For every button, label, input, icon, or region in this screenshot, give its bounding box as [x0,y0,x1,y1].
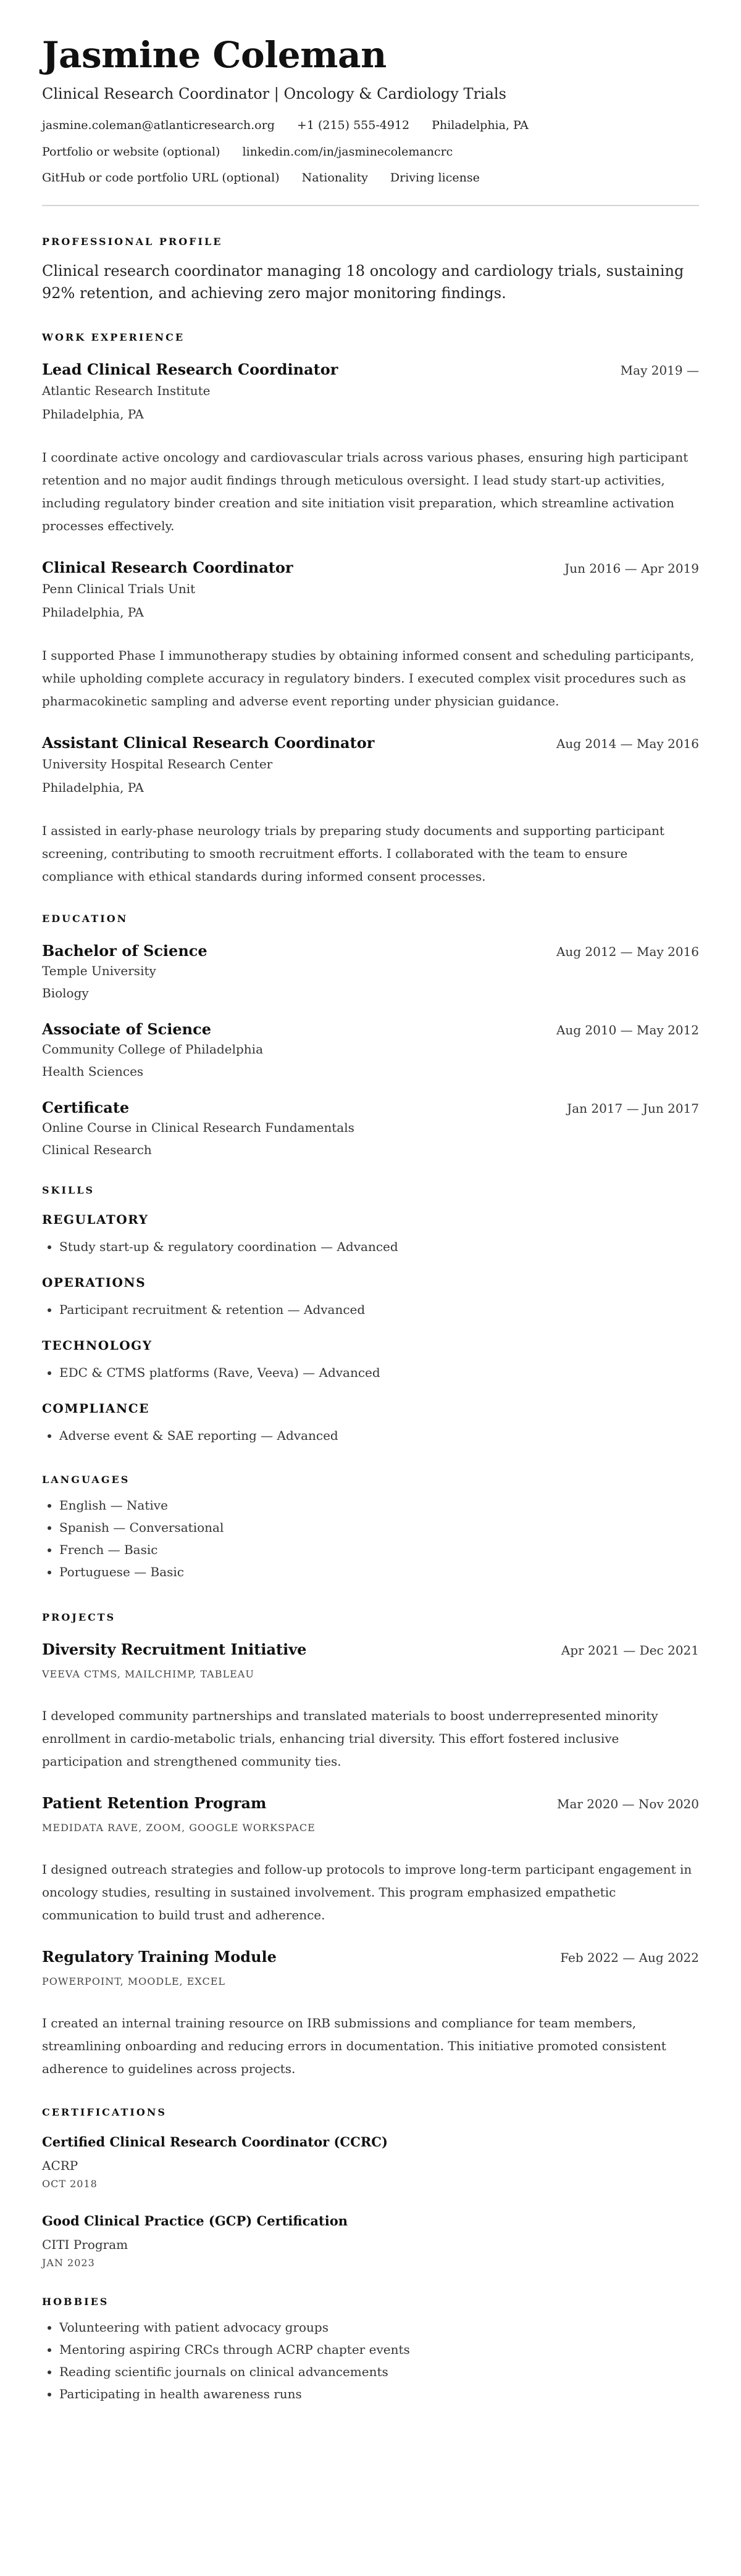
contact-row [42,145,699,159]
certification-date: OCT 2018 [42,2178,98,2190]
contact-linkedin[interactable]: linkedin.com/in/jasminecolemancrc [242,144,453,159]
degree-field: Biology [42,986,89,1001]
project-entry [42,1794,699,1927]
skill-item: • EDC & CTMS platforms (Rave, Veeva) — Advanced [59,1361,699,1384]
language-item: • English — Native [59,1494,699,1516]
project-entry [42,1948,699,2080]
candidate-name: Jasmine Coleman [42,34,387,76]
contact-row [42,118,699,133]
experience-entry [42,559,699,713]
job-dates: Jun 2016 — Apr 2019 [564,561,699,576]
project-dates: Apr 2021 — Dec 2021 [561,1643,699,1658]
degree-dates: Jan 2017 — Jun 2017 [567,1101,699,1116]
job-title: Clinical Research Coordinator [42,559,293,577]
certification-issuer: CITI Program [42,2237,128,2253]
hobby-item: • Mentoring aspiring CRCs through ACRP chapter events [59,2338,699,2361]
job-title: Lead Clinical Research Coordinator [42,360,338,379]
degree-school: Community College of Philadelphia [42,1042,263,1057]
language-item: • French — Basic [59,1539,699,1561]
certification-date: JAN 2023 [42,2257,95,2269]
education-entry [42,1020,699,1079]
degree-title: Certificate [42,1099,130,1117]
project-name: Diversity Recruitment Initiative [42,1640,307,1659]
project-description: I designed outreach strategies and follow-up protocols to improve long-term participant engagement in oncology studies, resulting in sustained involvement. This program emphasized empathetic communication to build trust and adherence. [42,1862,692,1923]
education-entry [42,1099,699,1157]
project-tech: VEEVA CTMS, MAILCHIMP, TABLEAU [42,1668,254,1681]
skill-group [42,1401,699,1447]
hobby-item: • Volunteering with patient advocacy groups [59,2316,699,2338]
job-company: Atlantic Research Institute [42,383,211,399]
skill-group-title: COMPLIANCE [42,1401,149,1416]
profile-summary: Clinical research coordinator managing 18 oncology and cardiology trials, sustaining 92% retention, and achieving zero major monitoring findings. [42,262,684,302]
certification-entry [42,2213,699,2269]
project-tech: MEDIDATA RAVE, ZOOM, GOOGLE WORKSPACE [42,1822,316,1834]
skill-group [42,1275,699,1321]
project-dates: Feb 2022 — Aug 2022 [560,1950,699,1966]
section-title-certifications: CERTIFICATIONS [42,2106,167,2119]
project-tech: POWERPOINT, MOODLE, EXCEL [42,1976,226,1988]
section-title-skills: SKILLS [42,1184,94,1197]
section-title-profile: PROFESSIONAL PROFILE [42,236,223,248]
skill-group-title: REGULATORY [42,1212,149,1228]
skill-group [42,1212,699,1258]
section-title-languages: LANGUAGES [42,1474,130,1486]
languages-list [42,1494,699,1583]
certification-entry [42,2134,699,2190]
degree-title: Bachelor of Science [42,942,207,960]
job-location: Philadelphia, PA [42,780,144,796]
experience-entry [42,734,699,888]
language-item: • Portuguese — Basic [59,1561,699,1583]
project-dates: Mar 2020 — Nov 2020 [556,1797,699,1812]
job-description: I assisted in early-phase neurology trials by preparing study documents and supporting participant screening, contributing to smooth recruitment efforts. I collaborated with the team to ensure compliance with ethical standards during informed consent processes. [42,823,664,884]
degree-title: Associate of Science [42,1020,211,1039]
language-item: • Spanish — Conversational [59,1516,699,1539]
project-description: I created an internal training resource on IRB submissions and compliance for team members, streamlining onboarding and reducing errors in documentation. This initiative promoted consistent adherence to guidelines across projects. [42,2016,666,2077]
hobbies-list [42,2316,699,2405]
skill-item: • Adverse event & SAE reporting — Advanced [59,1424,699,1447]
skill-item: • Participant recruitment & retention — Advanced [59,1298,699,1321]
skill-group [42,1338,699,1384]
job-description: I supported Phase I immunotherapy studies by obtaining informed consent and scheduling participants, while upholding complete accuracy in regulatory binders. I executed complex visit procedures such as pharmacokinetic sampling and adverse event reporting under physician guidance. [42,648,695,709]
education-entry [42,942,699,1000]
degree-dates: Aug 2010 — May 2012 [556,1023,699,1038]
header-divider [42,205,699,206]
job-company: University Hospital Research Center [42,757,273,772]
contact-nationality: Nationality [301,171,368,185]
section-title-education: EDUCATION [42,913,128,925]
hobby-item: • Reading scientific journals on clinical advancements [59,2361,699,2383]
contact-phone[interactable]: +1 (215) 555-4912 [296,118,410,132]
skill-group-title: TECHNOLOGY [42,1338,153,1353]
section-title-experience: WORK EXPERIENCE [42,331,185,344]
degree-dates: Aug 2012 — May 2016 [556,944,699,960]
contact-row [42,171,699,185]
project-name: Regulatory Training Module [42,1948,277,1966]
section-title-projects: PROJECTS [42,1611,116,1624]
job-location: Philadelphia, PA [42,407,144,422]
experience-entry [42,360,699,538]
hobby-item: • Participating in health awareness runs [59,2383,699,2405]
degree-school: Temple University [42,963,156,979]
section-title-hobbies: HOBBIES [42,2296,109,2308]
contact-driving-license: Driving license [390,171,480,185]
job-title: Assistant Clinical Research Coordinator [42,734,375,752]
contact-email[interactable]: jasmine.coleman@atlanticresearch.org [42,118,275,132]
contact-location: Philadelphia, PA [432,118,529,132]
degree-school: Online Course in Clinical Research Fundamentals [42,1120,354,1136]
certification-name: Certified Clinical Research Coordinator (CCRC) [42,2134,388,2150]
job-dates: May 2019 — [620,363,699,378]
skill-item: • Study start-up & regulatory coordination — Advanced [59,1236,699,1258]
job-company: Penn Clinical Trials Unit [42,581,196,597]
contact-portfolio: Portfolio or website (optional) [42,144,220,159]
project-description: I developed community partnerships and translated materials to boost underrepresented minority enrollment in cardio-metabolic trials, enhancing trial diversity. This effort fostered inclusive participation and strengthened community ties. [42,1708,658,1769]
certification-issuer: ACRP [42,2158,78,2174]
degree-field: Clinical Research [42,1142,152,1158]
contact-github: GitHub or code portfolio URL (optional) [42,171,280,185]
project-entry [42,1640,699,1773]
job-description: I coordinate active oncology and cardiovascular trials across various phases, ensuring high participant retention and no major audit findings through meticulous oversight. I lead study start-up activities, including regulatory binder creation and site initiation visit preparation, which streamline activation processes effectively. [42,450,689,534]
project-name: Patient Retention Program [42,1794,267,1813]
candidate-tagline: Clinical Research Coordinator | Oncology & Cardiology Trials [42,85,506,102]
certification-name: Good Clinical Practice (GCP) Certification [42,2213,348,2229]
degree-field: Health Sciences [42,1064,144,1079]
job-location: Philadelphia, PA [42,605,144,620]
skill-group-title: OPERATIONS [42,1275,146,1290]
job-dates: Aug 2014 — May 2016 [556,736,699,752]
